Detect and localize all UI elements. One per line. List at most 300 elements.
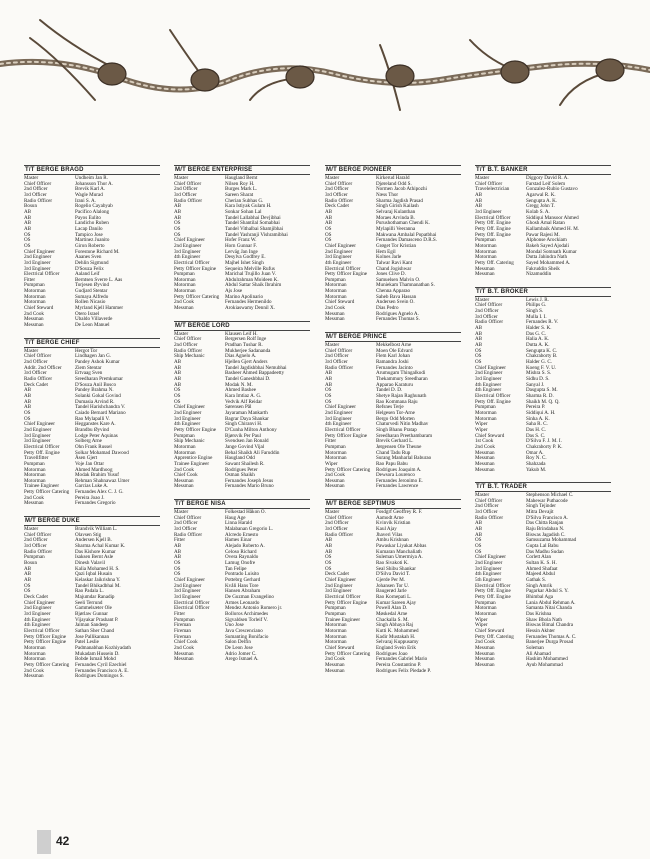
crew-name: Bolloros Archimedes bbox=[225, 610, 269, 617]
crew-rank: Messman bbox=[24, 500, 44, 507]
crew-rank: Bosun bbox=[24, 560, 38, 567]
crew-rank: AB bbox=[475, 330, 483, 337]
crew-name: Tandel Ganeshbhai D. bbox=[225, 376, 271, 382]
crew-rank: Pumpman bbox=[24, 282, 45, 289]
crew-rank: 2nd Engineer bbox=[174, 409, 202, 416]
crew-rank: Electrical Officer bbox=[174, 259, 210, 266]
crew-name: Talwar Ravi Kant bbox=[376, 259, 413, 266]
crew-name: Desylva Godfrey E. bbox=[225, 254, 266, 261]
crew-name: Helgesen Tor-Arne bbox=[376, 409, 415, 416]
crew-rank: OS bbox=[325, 387, 332, 394]
crew-rank: Messman bbox=[475, 650, 495, 657]
crew-name: Shetye Rajan Raghunath bbox=[376, 392, 427, 399]
crew-rank: Messman bbox=[475, 466, 495, 473]
crew-rank: Bosun bbox=[24, 203, 38, 210]
crew-name: Banerjee Durga Prosad bbox=[526, 639, 574, 646]
crew-name: Dumasia Arvind R. bbox=[75, 398, 115, 405]
crew-rank: 3rd Officer bbox=[174, 526, 197, 533]
crew-name: Mishra S. S. bbox=[526, 370, 552, 377]
crew-name: Omar A. bbox=[526, 449, 544, 456]
crew-rank: Chief Cook bbox=[174, 472, 198, 479]
crew-name: Tampico Jose bbox=[75, 231, 103, 238]
crew-rank: Master bbox=[24, 175, 39, 181]
crew-name: Rodrigues Domingos S. bbox=[75, 673, 124, 680]
crew-rank: Chief Officer bbox=[24, 180, 52, 187]
crew-name: Seal Shibu Shankar bbox=[376, 565, 416, 572]
crew-rank: OS bbox=[325, 225, 332, 232]
crew-rank: Electrical Officer bbox=[325, 593, 361, 600]
crew-name: Brandbu Øyvind bbox=[75, 426, 110, 433]
crew-name: Singh Bhanu Pratap bbox=[376, 426, 417, 433]
crew-rank: Motorman bbox=[24, 477, 46, 484]
crew-name: Yakub M. bbox=[526, 466, 547, 473]
crew-rank: Fireman bbox=[174, 627, 191, 634]
crew-rank: AB bbox=[475, 342, 483, 349]
crew-rank: Pumpman bbox=[475, 599, 496, 606]
crew-name: Soleman bbox=[526, 644, 544, 651]
crew-rank: 3rd Officer bbox=[174, 191, 197, 198]
crew-name: Behal Shaikh Ali Faruddin bbox=[225, 449, 280, 456]
crew-name: Tandel D. D. bbox=[376, 387, 403, 394]
crew-name: Pandey Brahma N. bbox=[75, 387, 114, 394]
crew-rank: Ship Mechanic bbox=[174, 438, 205, 445]
crew-rank: 2nd Engineer bbox=[24, 605, 52, 612]
crew-rank: 4th Engineer bbox=[325, 259, 352, 266]
crew-name: Seeli Terrund bbox=[75, 599, 103, 606]
crew-name: Tandel Vithalbai Shamjibhai bbox=[225, 225, 284, 232]
crew-name: D'Silva Francisco A. bbox=[526, 514, 569, 521]
crew-rank: Motorman bbox=[325, 639, 347, 646]
crew-name: Singh Girish Kailash bbox=[376, 203, 419, 210]
crew-rank: Chief Engineer bbox=[24, 421, 55, 428]
crew-rank: Petty Off. Engine bbox=[475, 231, 511, 238]
crew-name: D'Silva David T. bbox=[376, 571, 410, 578]
crew-rank: AB bbox=[174, 364, 182, 371]
crew-rank: Master bbox=[24, 526, 39, 533]
crew-name: Nizamuddin bbox=[526, 271, 552, 278]
crew-name: Undheim Jan R. bbox=[75, 175, 108, 181]
crew-rank: AB bbox=[24, 225, 32, 232]
crew-rank: Master bbox=[174, 175, 189, 181]
crew-name: Shaw Bhola Nath bbox=[526, 616, 562, 623]
crew-rank: 3rd Officer bbox=[475, 313, 498, 320]
crew-rank: Motorman bbox=[475, 415, 497, 422]
crew-rank: OS bbox=[174, 571, 181, 578]
crew-name: Bagrar Daya Shankar bbox=[225, 415, 269, 422]
crew-rank: Petty Off. Engine bbox=[475, 593, 511, 600]
crew-name: Myrland Kjell Hammer bbox=[75, 305, 124, 312]
crew-name: Bakeh Sayed Ajodali bbox=[526, 242, 570, 249]
crew-rank: AB bbox=[475, 191, 483, 198]
crew-rank: 2nd Cook bbox=[475, 443, 495, 450]
crew-rank: Chief Officer bbox=[475, 302, 503, 309]
crew-rank: Pumpman bbox=[325, 610, 346, 617]
crew-rank: Pumpman bbox=[325, 276, 346, 283]
crew-rank: AB bbox=[475, 197, 483, 204]
crew-name: Horn Gunnar F. bbox=[225, 242, 257, 249]
crew-name: Singh S. bbox=[526, 308, 544, 315]
crew-rank: Messman bbox=[325, 477, 345, 484]
crew-name: Das Chitta Ranjan bbox=[526, 520, 564, 527]
crew-name: Dasgupta S. M. bbox=[526, 387, 558, 394]
crew-name: Marichal Trujillo Juan V. bbox=[225, 271, 277, 278]
crew-name: Gjerde Per M. bbox=[376, 577, 405, 583]
crew-rank: 2nd Officer bbox=[475, 308, 499, 315]
crew-name: Olavsen Stig bbox=[75, 531, 102, 538]
crew-name: Folkestad Håkon O. bbox=[225, 509, 266, 516]
crew-rank: Petty Officer Engine bbox=[174, 426, 217, 433]
crew-name: Haugland Odd bbox=[225, 455, 255, 462]
crew-row bbox=[325, 317, 461, 323]
crew-rank: Petty Off. Catering bbox=[475, 633, 514, 640]
crew-row bbox=[174, 306, 310, 312]
crew-name: Corlett Alan bbox=[526, 554, 552, 561]
crew-name: Lania Abdul Rehman A. bbox=[526, 599, 576, 606]
crew-name: Fernandes Damasceno D.R.S. bbox=[376, 237, 437, 244]
crew-rank: Chief Engineer bbox=[174, 577, 205, 583]
crew-rank: OS bbox=[475, 543, 482, 550]
crew-rank: Master bbox=[325, 342, 340, 349]
crew-name: Bjørsvik Per Paul bbox=[225, 432, 261, 439]
crew-rank: AB bbox=[174, 543, 182, 550]
crew-rank: 2nd Engineer bbox=[475, 370, 503, 377]
crew-row bbox=[24, 501, 160, 507]
crew-rank: Chief Officer bbox=[325, 514, 353, 521]
crew-name: Sharma Achal Kumar K. bbox=[75, 543, 126, 550]
crew-rank: Messman bbox=[475, 644, 495, 651]
crew-name: Selvaraj Kulanthan bbox=[376, 208, 416, 215]
crew-rank: AB bbox=[475, 526, 483, 533]
crew-name: Dias Agnelo A. bbox=[225, 353, 257, 360]
crew-name: Kvinvik Kristian bbox=[376, 520, 411, 527]
crew-name: Shahzada bbox=[526, 460, 546, 467]
crew-rank: 3rd Engineer bbox=[475, 565, 502, 572]
crew-name: Pandey Ashok Kumar bbox=[75, 359, 120, 366]
crew-name: Rao Papu Babu bbox=[376, 460, 408, 467]
crew-rank: 3rd Engineer bbox=[475, 208, 502, 215]
crew-name: Fernandes Jacinto bbox=[376, 364, 413, 371]
crew-rank: Motorman bbox=[475, 254, 497, 261]
crew-name: Irani S. A. bbox=[75, 197, 96, 204]
crew-rank: Chief Engineer bbox=[475, 364, 506, 371]
crew-rank: 3rd Engineer bbox=[174, 593, 201, 600]
crew-rank: 3rd Engineer bbox=[24, 432, 51, 439]
crew-rank: Electrical Officer bbox=[24, 627, 60, 634]
crew-rank: 3rd Engineer bbox=[24, 265, 51, 272]
crew-name: Dewsora Lourenco bbox=[376, 472, 415, 479]
crew-rank: OS bbox=[24, 415, 31, 422]
crew-row bbox=[24, 323, 160, 329]
crew-name: Fernandes Gabriel Mario bbox=[376, 656, 428, 663]
crew-name: Flem Karl Johan bbox=[376, 353, 410, 360]
ship-crew-list bbox=[24, 516, 160, 680]
crew-rank: 4th Engineer bbox=[325, 421, 352, 428]
ship-title: T/T B.T. BROKER bbox=[475, 287, 611, 297]
crew-name: Pacifico Alalong bbox=[75, 208, 110, 215]
crew-name: Gudjard Stentar bbox=[75, 288, 108, 295]
crew-rank: OS bbox=[475, 537, 482, 544]
crew-rank: OS bbox=[174, 220, 181, 227]
crew-name: Singh Amrik bbox=[526, 582, 553, 589]
crew-rank: Deck Cadet bbox=[325, 571, 349, 578]
crew-rank: Master bbox=[475, 175, 490, 181]
crew-rank: OS bbox=[325, 560, 332, 567]
crew-name: Isaksen Bernt Asle bbox=[75, 554, 114, 561]
crew-rank: Messman bbox=[475, 449, 495, 456]
crew-name: Kirkerud Harald bbox=[376, 175, 410, 181]
crew-rank: 3rd Engineer bbox=[174, 415, 201, 422]
crew-rank: Chief Engineer bbox=[24, 599, 55, 606]
crew-rank: Travelelectrician bbox=[475, 186, 510, 193]
crew-rank: OS bbox=[174, 392, 181, 399]
crew-rank: AB bbox=[24, 214, 32, 221]
crew-rank: 2nd Officer bbox=[325, 353, 349, 360]
rope-illustration bbox=[0, 0, 650, 130]
crew-rank: Pumpman bbox=[24, 460, 45, 467]
crew-rank: AB bbox=[475, 203, 483, 210]
crew-name: Hashim Mohammed bbox=[526, 656, 568, 663]
ship-crew-list bbox=[174, 499, 310, 663]
crew-name: Arumugam Thingalkodi bbox=[376, 370, 426, 377]
crew-rank: Wiper bbox=[475, 426, 488, 433]
crew-rank: Messman bbox=[174, 477, 194, 484]
crew-name: Singh Tejinder bbox=[526, 503, 556, 510]
crew-name: Celoso Richard bbox=[225, 548, 257, 555]
crew-name: Fernandes Alex C. J. G. bbox=[75, 489, 124, 496]
crew-rank: Pumpman bbox=[174, 271, 195, 278]
crew-rank: Petty Off. Engine bbox=[475, 398, 511, 405]
crew-rank: AB bbox=[475, 531, 483, 538]
crew-rank: Petty Officer Catering bbox=[325, 650, 371, 657]
crew-rank: Trainee Engineer bbox=[24, 483, 60, 490]
crew-row bbox=[174, 657, 310, 663]
crew-name: Patel Leslie bbox=[75, 639, 99, 646]
crew-rank: Pumpman bbox=[24, 554, 45, 561]
crew-row bbox=[325, 669, 461, 675]
crew-rank: Motorman bbox=[325, 288, 347, 295]
ship-title: T/T B.T. BANKER bbox=[475, 165, 611, 175]
crew-name: Pradhan Tushar R. bbox=[225, 342, 263, 349]
crew-rank: 3rd Officer bbox=[24, 370, 47, 377]
crew-rank: AB bbox=[24, 571, 32, 578]
crew-rank: AB bbox=[24, 404, 32, 411]
crew-name: Grøget Tor Kristian bbox=[376, 242, 417, 249]
crew-rank: OS bbox=[325, 565, 332, 572]
crew-name: Fernandes R. V. bbox=[526, 319, 559, 326]
crew-name: Bergersen Rolf Inge bbox=[225, 336, 267, 343]
crew-row bbox=[475, 663, 611, 669]
crew-rank: Electrical Officer bbox=[325, 426, 361, 433]
crew-rank: OS bbox=[325, 398, 332, 405]
crew-rank: AB bbox=[174, 370, 182, 377]
crew-rank: 4th Engineer bbox=[475, 387, 502, 394]
crew-name: Ghosh Amal Ratan bbox=[526, 220, 565, 227]
crew-name: Sanyal J. bbox=[526, 381, 545, 388]
crew-rank: Radio Officer bbox=[174, 531, 203, 538]
crew-name: Refsnes Terje bbox=[376, 404, 404, 411]
crew-name: Sengupta K. C. bbox=[526, 347, 558, 354]
crew-name: Pagarkar Abdul S. Y. bbox=[526, 588, 569, 595]
crew-name: Jones Clive D. bbox=[376, 271, 406, 278]
crew-rank: OS bbox=[475, 353, 482, 360]
crew-name: Samuelsen Malvin O. bbox=[376, 276, 421, 283]
crew-name: Fernandes Joseph Jesus bbox=[225, 477, 274, 484]
crew-name: Dinesh Valavil bbox=[75, 560, 106, 567]
crew-name: Samanta Nitai Chanda bbox=[526, 605, 572, 612]
crew-rank: OS bbox=[475, 359, 482, 366]
crew-rank: AB bbox=[325, 376, 333, 382]
crew-rank: OS bbox=[325, 392, 332, 399]
crew-name: Kvåli Hans Tore bbox=[225, 582, 259, 589]
crew-name: Koeng F. V. U. bbox=[526, 364, 557, 371]
crew-name: Hjellen Gjert Anders bbox=[225, 359, 268, 366]
crew-name: Fernandes Jeronimo E. bbox=[376, 477, 423, 484]
crew-name: Johansson Thor A. bbox=[75, 180, 113, 187]
crew-name: Fakruddin Sheik bbox=[526, 265, 560, 272]
crew-name: Siddiqui Mansoor Ahmed bbox=[526, 214, 579, 221]
crew-name: Selvaraj Kuppusamy bbox=[376, 639, 419, 646]
crew-rank: 2nd Engineer bbox=[475, 560, 503, 567]
crew-rank: Electrical Officer bbox=[24, 271, 60, 278]
crew-name: D'Souza Felix bbox=[75, 265, 104, 272]
crew-rank: Trainee Engineer bbox=[174, 460, 210, 467]
crew-rank: Trainee Engineer bbox=[325, 616, 361, 623]
crew-name: Moen Ole Edvard bbox=[376, 347, 413, 354]
ship-crew-list bbox=[325, 165, 461, 323]
crew-rank: AB bbox=[475, 325, 483, 332]
ship-crew-list bbox=[325, 499, 461, 674]
crew-name: Dehlin Sigmund bbox=[75, 259, 109, 266]
crew-name: Sharma R. D. bbox=[526, 392, 554, 399]
crew-name: Sørensen Pål bbox=[225, 404, 252, 411]
crew-rank: OS bbox=[475, 548, 482, 555]
crew-name: Raju Brindaban N. bbox=[526, 526, 565, 533]
crew-name: Fernandes Thomas A. C. bbox=[526, 633, 577, 640]
crew-rank: 2nd Cook bbox=[24, 667, 44, 674]
crew-name: Rao Kornepati L. bbox=[376, 593, 412, 600]
crew-name: Kallambaik Ahmed H. M. bbox=[526, 225, 580, 232]
crew-name: Osman Shaikh bbox=[225, 472, 255, 479]
crew-name: Rodrigues Agnelo A. bbox=[376, 310, 419, 317]
crew-name: Berntsen Sverre L. Aas bbox=[75, 276, 123, 283]
crew-rank: OS bbox=[24, 242, 31, 249]
crew-name: Das S. C. bbox=[526, 432, 546, 439]
crew-rank: Messman bbox=[174, 483, 194, 490]
crew-rank: Travellfitter bbox=[24, 455, 49, 462]
crew-name: Chackalla S. M. bbox=[376, 616, 409, 623]
crew-name: Hegganstes Kare A. bbox=[75, 421, 116, 428]
crew-name: Malabanan Gregorio L. bbox=[225, 526, 273, 533]
crew-column-2 bbox=[174, 165, 310, 672]
crew-name: Modak Brahim Yusuf bbox=[75, 472, 119, 479]
crew-name: Haugland Bernt bbox=[225, 175, 258, 181]
crew-rank: AB bbox=[325, 220, 333, 227]
crew-rank: Chief Engineer bbox=[24, 248, 55, 255]
crew-name: Fosdgrf Geoffrey R. F. bbox=[376, 509, 423, 516]
crew-rank: Fitter bbox=[174, 610, 186, 617]
crew-rank: 4th Engineer bbox=[24, 622, 51, 629]
crew-rank: Radio Officer bbox=[325, 531, 354, 538]
crew-name: Gammelsæter Ole bbox=[75, 605, 112, 612]
crew-name: Sathan Sher Chand bbox=[75, 627, 115, 634]
crew-name: Sreedharan Preethambaram bbox=[376, 432, 433, 439]
crew-row bbox=[174, 484, 310, 490]
crew-rank: 3rd Officer bbox=[325, 526, 348, 533]
crew-name: Chakraborty P. K. bbox=[526, 443, 563, 450]
crew-rank: AB bbox=[174, 214, 182, 221]
crew-rank: 3rd Engineer bbox=[475, 376, 502, 382]
crew-name: Sumaya Alfredo bbox=[75, 293, 109, 300]
crew-name: Pereira Constantino P. bbox=[376, 661, 422, 668]
crew-name: Sharma Jagdish Prasad bbox=[376, 197, 423, 204]
crew-rank: Chief Officer bbox=[325, 347, 353, 354]
crew-rank: Petty Officer Engine bbox=[325, 271, 368, 278]
crew-rank: Master bbox=[325, 509, 340, 516]
crew-rank: Deck Cadet bbox=[24, 593, 48, 600]
crew-rank: Messman bbox=[174, 656, 194, 663]
crew-name: Jose Pallikannan bbox=[75, 633, 110, 640]
crew-name: Mukadam Hussein D. bbox=[75, 650, 120, 657]
crew-rank: Messman bbox=[475, 265, 495, 272]
crew-name: Siddiqui A. H. bbox=[526, 409, 556, 416]
crew-rank: AB bbox=[24, 577, 32, 583]
crew-rank: Chief Cook bbox=[174, 639, 198, 646]
crew-rank: Addit. 2nd Officer bbox=[24, 364, 62, 371]
crew-name: Lewis J. R. bbox=[526, 296, 549, 303]
crew-rank: 3rd Officer bbox=[24, 543, 47, 550]
crew-rank: Pumpman bbox=[174, 432, 195, 439]
crew-rank: Pumpman bbox=[174, 616, 195, 623]
crew-name: Pottebrg Gerhard bbox=[225, 577, 261, 583]
crew-name: Purushothaman Chendi K. bbox=[376, 220, 430, 227]
crew-rank: Electrical Officer bbox=[325, 265, 361, 272]
crew-name: Sinha A. K. bbox=[526, 415, 550, 422]
crew-rank: Master bbox=[475, 296, 490, 303]
crew-rank: OS bbox=[24, 588, 31, 595]
crew-rank: Wiper bbox=[325, 460, 338, 467]
crew-rank: 2nd Engineer bbox=[325, 582, 353, 589]
crew-name: Payos Eulito bbox=[75, 214, 101, 221]
crew-rank: 3rd Engineer bbox=[325, 415, 352, 422]
crew-rank: Chief Officer bbox=[475, 497, 503, 504]
crew-rank: Motorman bbox=[24, 472, 46, 479]
ship-crew-list bbox=[174, 321, 310, 490]
crew-name: Næss Thor bbox=[376, 191, 399, 198]
crew-name: Abdul Sattar Shaik Ibrahim bbox=[225, 282, 282, 289]
crew-name: De Leon Manuel bbox=[75, 322, 110, 329]
crew-name: Das Madhu Sudan bbox=[526, 548, 564, 555]
crew-name: Biswas Bimal Chandra bbox=[526, 622, 573, 629]
ship-crew-list bbox=[24, 165, 160, 329]
crew-name: Fernandes Hermenildo bbox=[225, 299, 272, 306]
crew-rank: Motorman bbox=[475, 605, 497, 612]
crew-name: Mylapilli Veeranna bbox=[376, 225, 416, 232]
crew-rank: Petty Officer Catering bbox=[24, 489, 70, 496]
ship-crew-list bbox=[24, 338, 160, 507]
crew-rank: 2nd Officer bbox=[174, 186, 198, 193]
ship-title: M/T BERGE SEPTIMUS bbox=[325, 499, 461, 509]
ship-title: M/T BERGE LORD bbox=[174, 321, 310, 331]
crew-name: Brandvik William L. bbox=[75, 526, 118, 533]
crew-name: Halder S. K. bbox=[526, 325, 552, 332]
crew-name: Ertvaag Sven bbox=[75, 370, 103, 377]
crew-rank: Radio Officer bbox=[24, 376, 53, 382]
crew-rank: AB bbox=[325, 543, 333, 550]
crew-name: Vedvik Alf Reidar bbox=[225, 398, 263, 405]
crew-rank: Radio Officer bbox=[24, 197, 53, 204]
crew-rank: 2nd Officer bbox=[24, 359, 48, 366]
crew-rank: Fitter bbox=[174, 537, 186, 544]
